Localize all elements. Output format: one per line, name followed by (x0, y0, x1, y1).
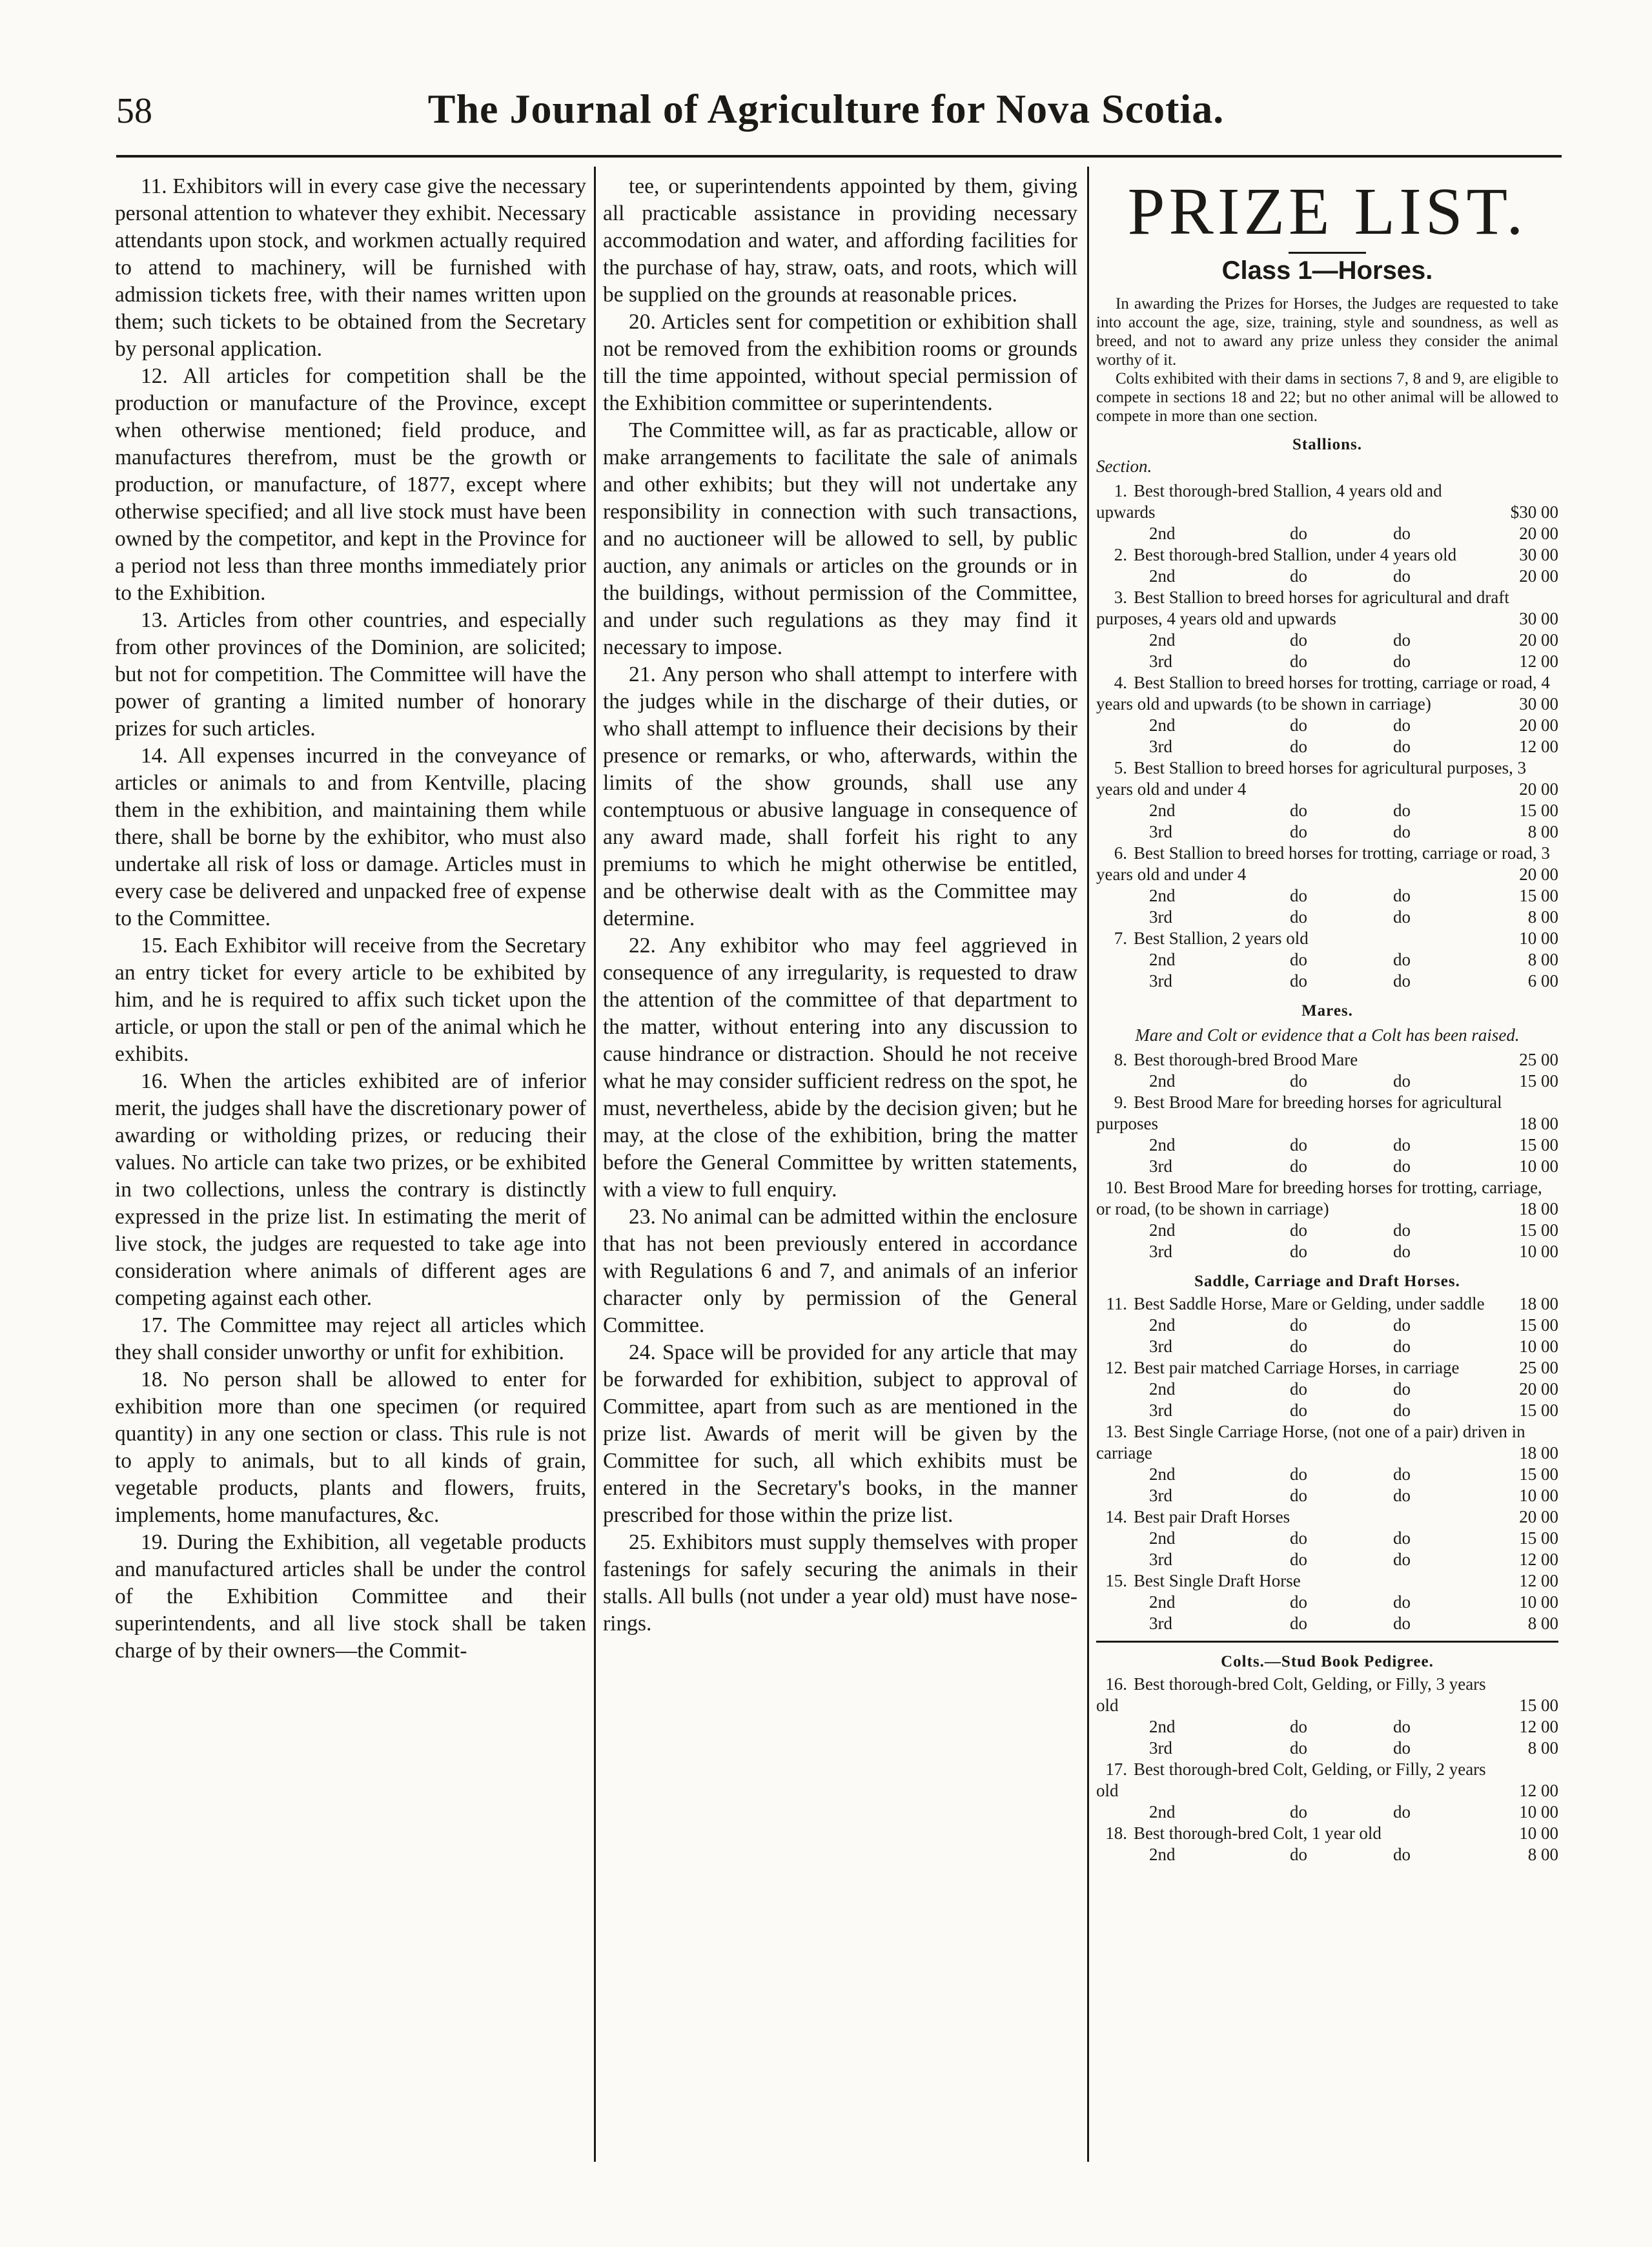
prize-entry (1096, 1293, 1558, 1315)
rank-amount: 10 00 (1519, 1242, 1558, 1261)
prize-rank-row (1096, 651, 1558, 672)
ditto: do (1290, 907, 1307, 927)
prize-entry (1096, 1049, 1558, 1071)
entry-text: Best thorough-bred Stallion, under 4 years old (1134, 545, 1457, 564)
prize-rank-row (1096, 630, 1558, 651)
rank-amount: 12 00 (1519, 737, 1558, 756)
entry-text: Best thorough-bred Colt, Gelding, or Filly, 2 years old (1096, 1760, 1486, 1800)
rank-place: 2nd (1149, 715, 1176, 735)
rule-paragraph: 16. When the articles exhibited are of inferior merit, the judges shall have the discretionary power of awarding or witholding prizes, or reducing their values. No article can take two prizes, or be exhibited in two collections, unless the contrary is distinctly expressed in the prize list. In estimating the merit of live stock, the judges are requested to take age into consideration where animals of different ages are competing against each other. (115, 1069, 586, 1310)
ditto: do (1393, 524, 1411, 543)
ditto: do (1290, 1315, 1307, 1335)
group-heading: Mares. (1301, 1002, 1353, 1020)
entry-amount: 20 00 (1519, 1507, 1558, 1526)
entry-number: 16. (1105, 1674, 1127, 1694)
rule-paragraph: 18. No person shall be allowed to enter for exhibition more than one specimen (or required quantity) in any one section or class. This rule is not to apply to animals, but to all kinds of grain, vegetable products, plants and flowers, fruits, implements, home manufactures, &c. (115, 1368, 586, 1527)
ditto: do (1393, 1550, 1411, 1569)
rank-place: 3rd (1149, 737, 1172, 756)
entry-number: 3. (1114, 588, 1127, 607)
ditto: do (1393, 822, 1411, 841)
prize-entry (1096, 1177, 1558, 1220)
prize-entry (1096, 1759, 1558, 1801)
rule-paragraph: The Committee will, as far as practicable, allow or make arrangements to facilitate the sale of animals and other exhibits; but they will not undertake any responsibility in connection with such transactions, and no auctioneer will be allowed to sell, by public auction, any animals or articles on the grounds or in the buildings, without permission of the Committee, and under such regulations as they may find it necessary to impose. (603, 418, 1077, 659)
rule-paragraph: 17. The Committee may reject all articles which they shall consider unworthy or unfit for exhibition. (115, 1313, 586, 1364)
prize-rank-row (1096, 970, 1558, 992)
prize-entry (1096, 544, 1558, 566)
entry-amount: 18 00 (1519, 1199, 1558, 1218)
entry-amount: 12 00 (1519, 1571, 1558, 1590)
prize-rank-row (1096, 566, 1558, 587)
rank-amount: 10 00 (1519, 1592, 1558, 1612)
prize-entry (1096, 843, 1558, 885)
rank-amount: 8 00 (1527, 1614, 1558, 1633)
prize-entry (1096, 1823, 1558, 1844)
rank-place: 2nd (1149, 566, 1176, 586)
column-divider-1 (594, 167, 596, 2162)
prize-rank-row (1096, 1464, 1558, 1485)
entry-text: Best thorough-bred Colt, Gelding, or Filly, 3 years old (1096, 1674, 1486, 1715)
prize-list-title: PRIZE LIST. (1127, 174, 1527, 249)
rule-paragraph: 14. All expenses incurred in the conveyance of articles or animals to and from Kentville, placing them in the exhibition, and maintaining them while there, shall be borne by the exhibitor, who must also undertake all risk of loss or damage. Articles must in every case be delivered and unpacked free of expense to the Committee. (115, 744, 586, 930)
entry-amount: 18 00 (1519, 1114, 1558, 1133)
entry-number: 10. (1105, 1178, 1127, 1197)
ditto: do (1393, 1486, 1411, 1505)
ditto: do (1393, 1071, 1411, 1091)
entry-amount: 10 00 (1519, 929, 1558, 948)
ditto: do (1393, 1592, 1411, 1612)
entry-number: 15. (1105, 1571, 1127, 1590)
ditto: do (1290, 971, 1307, 990)
rank-amount: 15 00 (1519, 1528, 1558, 1548)
rank-amount: 8 00 (1527, 950, 1558, 969)
ditto: do (1290, 1802, 1307, 1821)
prize-rank-row (1096, 1801, 1558, 1823)
entry-number: 6. (1114, 843, 1127, 863)
ditto: do (1393, 652, 1411, 671)
rank-amount: 10 00 (1519, 1486, 1558, 1505)
ditto: do (1290, 1614, 1307, 1633)
entry-number: 9. (1114, 1093, 1127, 1112)
entry-amount: 18 00 (1519, 1443, 1558, 1462)
rank-amount: 15 00 (1519, 1315, 1558, 1335)
group-heading: Colts.—Stud Book Pedigree. (1221, 1653, 1434, 1670)
rank-amount: 8 00 (1527, 907, 1558, 927)
ditto: do (1393, 1156, 1411, 1176)
prize-rank-row (1096, 1613, 1558, 1634)
ditto: do (1393, 886, 1411, 905)
ditto: do (1290, 1738, 1307, 1758)
prize-entry (1096, 1421, 1558, 1464)
rank-amount: 10 00 (1519, 1337, 1558, 1356)
rank-amount: 20 00 (1519, 630, 1558, 650)
ditto: do (1290, 801, 1307, 820)
rank-place: 2nd (1149, 524, 1176, 543)
prize-entry (1096, 1570, 1558, 1592)
ditto: do (1393, 566, 1411, 586)
rule-paragraph: 22. Any exhibitor who may feel aggrieved in consequence of any irregularity, is requested to draw the attention of the committee of that department to the matter, without entering into any discussion to cause hindrance or distraction. Should he not receive what he may consider sufficient redress on the spot, he must, nevertheless, abide by the decision given; but he may, at the close of the exhibition, bring the matter before the General Committee by written statements, with a view to full enquiry. (603, 934, 1077, 1202)
entry-amount: 30 00 (1519, 609, 1558, 628)
rank-amount: 20 00 (1519, 524, 1558, 543)
rank-amount: 15 00 (1519, 1071, 1558, 1091)
rule-paragraph: 20. Articles sent for competition or exhibition shall not be removed from the exhibition rooms or grounds till the time appointed, without special permission of the Exhibition committee or superintendents. (603, 310, 1077, 415)
rule-paragraph: 13. Articles from other countries, and especially from other provinces of the Dominion, are solicited; but not for competition. The Committee will have the power of granting a limited number of honorary prizes for such articles. (115, 608, 586, 741)
rank-place: 2nd (1149, 1464, 1176, 1484)
rank-amount: 15 00 (1519, 1135, 1558, 1154)
group-heading: Saddle, Carriage and Draft Horses. (1194, 1273, 1460, 1290)
rank-place: 2nd (1149, 801, 1176, 820)
entry-text: Best Stallion to breed horses for trotting, carriage or road, 4 years old and upwards (to be shown in carriage) (1096, 673, 1550, 713)
column-1 (115, 173, 586, 1665)
rule-paragraph: 11. Exhibitors will in every case give the necessary personal attention to whatever they exhibit. Necessary attendants upon stock, and workmen actually required to attend to machinery, will be furnished with admission tickets free, with their names written upon them; such tickets to be obtained from the Secretary by personal application. (115, 174, 586, 361)
prize-rank-row (1096, 1738, 1558, 1759)
entry-text: Best thorough-bred Stallion, 4 years old and upwards (1096, 481, 1442, 522)
column-divider-2 (1087, 167, 1089, 2162)
entry-text: Best pair Draft Horses (1134, 1507, 1290, 1526)
entry-text: Best pair matched Carriage Horses, in carriage (1134, 1358, 1460, 1377)
entry-number: 8. (1114, 1050, 1127, 1069)
rank-place: 3rd (1149, 907, 1172, 927)
prize-entry (1096, 757, 1558, 800)
ditto: do (1290, 1220, 1307, 1240)
rule-paragraph: 12. All articles for competition shall be the production or manufacture of the Province, except when otherwise mentioned; field produce, and manufactures therefrom, must be the growth or production, or manufacture, of 1877, except where otherwise specified; and all live stock must have been owned by the competitor, and kept in the Province for a period not less than three months immediately prior to the Exhibition. (115, 364, 586, 605)
entry-number: 11. (1106, 1294, 1127, 1313)
ditto: do (1290, 1486, 1307, 1505)
prize-rank-row (1096, 1592, 1558, 1613)
ditto: do (1290, 886, 1307, 905)
rank-place: 2nd (1149, 1802, 1176, 1821)
ditto: do (1290, 1845, 1307, 1864)
entry-number: 5. (1114, 758, 1127, 777)
rank-place: 2nd (1149, 1135, 1176, 1154)
prize-entry (1096, 672, 1558, 715)
rule-paragraph: tee, or superintendents appointed by them, giving all practicable assistance in providing necessary accommodation and water, and affording facilities for the purchase of hay, straw, oats, and roots, which will be supplied on the grounds at reasonable prices. (603, 174, 1077, 307)
rule-paragraph: 21. Any person who shall attempt to interfere with the judges while in the discharge of their duties, or who shall attempt to influence their decisions by their presence or remarks, or who, afterwards, within the limits of the show grounds, shall use any contemptuous or abusive language in consequence of any award made, shall forfeit his right to any premiums to which he might otherwise be entitled, and be otherwise dealt with as the Committee may determine. (603, 662, 1077, 930)
ditto: do (1290, 524, 1307, 543)
rank-place: 2nd (1149, 1845, 1176, 1864)
entry-amount: 30 00 (1519, 694, 1558, 713)
ditto: do (1290, 1379, 1307, 1399)
prize-entry (1096, 1674, 1558, 1716)
header-rule (116, 155, 1562, 158)
rule-paragraph: 23. No animal can be admitted within the enclosure that has not been previously entered in accordance with Regulations 6 and 7, and animals of an inferior character only by permission of the General Committee. (603, 1205, 1077, 1337)
rank-amount: 10 00 (1519, 1802, 1558, 1821)
entry-text: Best Single Carriage Horse, (not one of a pair) driven in carriage (1096, 1422, 1525, 1462)
entry-amount: $30 00 (1510, 502, 1558, 522)
rank-place: 2nd (1149, 950, 1176, 969)
entry-text: Best thorough-bred Colt, 1 year old (1134, 1823, 1382, 1843)
column-2 (603, 173, 1077, 1637)
entry-text: Best Stallion, 2 years old (1134, 929, 1309, 948)
ditto: do (1393, 950, 1411, 969)
ditto: do (1393, 1845, 1411, 1864)
rank-place: 3rd (1149, 652, 1172, 671)
entry-number: 1. (1114, 481, 1127, 500)
prize-entry (1096, 587, 1558, 630)
rule-paragraph: 25. Exhibitors must supply themselves with proper fastenings for safely securing the animals in their stalls. All bulls (not under a year old) must have nose-rings. (603, 1530, 1077, 1636)
entry-number: 7. (1114, 929, 1127, 948)
prize-rank-row (1096, 1241, 1558, 1262)
entry-text: Best Stallion to breed horses for agricultural and draft purposes, 4 years old and upwards (1096, 588, 1509, 628)
prize-entry (1096, 928, 1558, 949)
prize-rank-row (1096, 800, 1558, 821)
prize-rank-row (1096, 1844, 1558, 1865)
prize-rank-row (1096, 1716, 1558, 1738)
entry-text: Best Stallion to breed horses for agricultural purposes, 3 years old and under 4 (1096, 758, 1527, 799)
rank-place: 3rd (1149, 1486, 1172, 1505)
rank-amount: 15 00 (1519, 886, 1558, 905)
ditto: do (1393, 801, 1411, 820)
rank-place: 3rd (1149, 1337, 1172, 1356)
ditto: do (1393, 971, 1411, 990)
ditto: do (1393, 1528, 1411, 1548)
rank-place: 3rd (1149, 1550, 1172, 1569)
prize-rank-row (1096, 1134, 1558, 1156)
ditto: do (1290, 1717, 1307, 1736)
ditto: do (1393, 1401, 1411, 1420)
entry-number: 13. (1105, 1422, 1127, 1441)
entry-text: Best Stallion to breed horses for trotting, carriage or road, 3 years old and under 4 (1096, 843, 1550, 884)
rank-place: 3rd (1149, 1401, 1172, 1420)
prize-rank-row (1096, 907, 1558, 928)
ditto: do (1393, 1135, 1411, 1154)
entry-amount: 25 00 (1519, 1358, 1558, 1377)
entry-number: 18. (1105, 1823, 1127, 1843)
page-number: 58 (116, 91, 152, 131)
entry-amount: 20 00 (1519, 865, 1558, 884)
group-heading: Stallions. (1292, 436, 1362, 453)
ditto: do (1290, 652, 1307, 671)
entry-text: Best Single Draft Horse (1134, 1571, 1301, 1590)
ditto: do (1393, 1337, 1411, 1356)
title-rule (1289, 252, 1366, 254)
rank-amount: 15 00 (1519, 1401, 1558, 1420)
intro-paragraph: Colts exhibited with their dams in sections 7, 8 and 9, are eligible to compete in sections 18 and 22; but no other animal will be allowed to compete in more than one section. (1096, 370, 1558, 425)
prize-rank-row (1096, 1400, 1558, 1421)
ditto: do (1290, 1242, 1307, 1261)
rank-place: 3rd (1149, 822, 1172, 841)
ditto: do (1290, 715, 1307, 735)
prize-rank-row (1096, 523, 1558, 544)
entry-amount: 25 00 (1519, 1050, 1558, 1069)
rank-place: 2nd (1149, 1379, 1176, 1399)
ditto: do (1290, 630, 1307, 650)
rank-place: 3rd (1149, 1156, 1172, 1176)
ditto: do (1290, 1550, 1307, 1569)
prize-rank-row (1096, 885, 1558, 907)
rule-paragraph: 19. During the Exhibition, all vegetable products and manufactured articles shall be under the control of the Exhibition Committee and their superintendents, and all live stock shall be taken charge of by their owners—the Commit- (115, 1530, 586, 1663)
ditto: do (1393, 1464, 1411, 1484)
entry-text: Best Saddle Horse, Mare or Gelding, under saddle (1134, 1294, 1485, 1313)
prize-rank-row (1096, 949, 1558, 970)
rank-place: 2nd (1149, 1315, 1176, 1335)
section-label: Section. (1096, 457, 1152, 476)
ditto: do (1393, 1242, 1411, 1261)
ditto: do (1290, 1528, 1307, 1548)
ditto: do (1290, 1337, 1307, 1356)
rank-amount: 8 00 (1527, 822, 1558, 841)
rank-amount: 8 00 (1527, 1845, 1558, 1864)
rank-place: 2nd (1149, 886, 1176, 905)
entry-number: 12. (1105, 1358, 1127, 1377)
ditto: do (1393, 1379, 1411, 1399)
entry-number: 4. (1114, 673, 1127, 692)
rule-paragraph: 15. Each Exhibitor will receive from the Secretary an entry ticket for every article to be exhibited by him, and he is required to affix such ticket upon the article, or upon the stall or pen of the animal which he exhibits. (115, 934, 586, 1066)
entry-amount: 12 00 (1519, 1781, 1558, 1800)
ditto: do (1290, 822, 1307, 841)
rank-amount: 12 00 (1519, 1550, 1558, 1569)
ditto: do (1393, 1802, 1411, 1821)
prize-rank-row (1096, 821, 1558, 843)
rank-amount: 8 00 (1527, 1738, 1558, 1758)
ditto: do (1393, 1220, 1411, 1240)
ditto: do (1393, 715, 1411, 735)
prize-entry (1096, 1357, 1558, 1379)
rank-place: 3rd (1149, 1242, 1172, 1261)
ditto: do (1393, 630, 1411, 650)
group-note: Mare and Colt or evidence that a Colt has been raised. (1135, 1025, 1520, 1045)
prize-rank-row (1096, 1315, 1558, 1336)
intro-paragraph: In awarding the Prizes for Horses, the Judges are requested to take into account the age, size, training, style and soundness, as well as breed, and not to award any prize unless they consider the animal worthy of it. (1096, 295, 1558, 369)
class-title: Class 1—Horses. (1221, 256, 1433, 285)
prize-rank-row (1096, 715, 1558, 736)
ditto: do (1290, 1401, 1307, 1420)
prize-rank-row (1096, 1379, 1558, 1400)
ditto: do (1290, 1592, 1307, 1612)
entry-text: Best Brood Mare for breeding horses for agricultural purposes (1096, 1093, 1502, 1133)
ditto: do (1393, 1614, 1411, 1633)
rank-place: 3rd (1149, 1614, 1172, 1633)
prize-rank-row (1096, 1220, 1558, 1241)
ditto: do (1393, 1717, 1411, 1736)
rank-place: 2nd (1149, 1071, 1176, 1091)
rule-paragraph: 24. Space will be provided for any article that may be forwarded for exhibition, subject to approval of Committee, apart from such as are mentioned in the prize list. Awards of merit will be given by the Committee for such, all which exhibits must be entered in the Secretary's books, in the manner prescribed for those within the prize list. (603, 1340, 1077, 1527)
rank-place: 2nd (1149, 1592, 1176, 1612)
rank-place: 2nd (1149, 1717, 1176, 1736)
rank-amount: 15 00 (1519, 1220, 1558, 1240)
rank-amount: 15 00 (1519, 801, 1558, 820)
ditto: do (1290, 1464, 1307, 1484)
entry-number: 17. (1105, 1760, 1127, 1779)
prize-rank-row (1096, 1549, 1558, 1570)
section-rule (1096, 1641, 1558, 1643)
ditto: do (1290, 1135, 1307, 1154)
entry-amount: 10 00 (1519, 1823, 1558, 1843)
entry-amount: 15 00 (1519, 1696, 1558, 1715)
rank-amount: 20 00 (1519, 1379, 1558, 1399)
rank-amount: 12 00 (1519, 652, 1558, 671)
ditto: do (1393, 1315, 1411, 1335)
rank-place: 3rd (1149, 971, 1172, 990)
rank-amount: 20 00 (1519, 566, 1558, 586)
ditto: do (1290, 1071, 1307, 1091)
prize-entry (1096, 480, 1558, 523)
rank-amount: 15 00 (1519, 1464, 1558, 1484)
entry-amount: 20 00 (1519, 779, 1558, 799)
entry-text: Best thorough-bred Brood Mare (1134, 1050, 1358, 1069)
entry-text: Best Brood Mare for breeding horses for trotting, carriage, or road, (to be shown in carriage) (1096, 1178, 1542, 1218)
prize-rank-row (1096, 1336, 1558, 1357)
prize-entry (1096, 1092, 1558, 1134)
prize-rank-row (1096, 1528, 1558, 1549)
prize-list-column (1096, 173, 1558, 1865)
prize-entry (1096, 1506, 1558, 1528)
entry-amount: 18 00 (1519, 1294, 1558, 1313)
ditto: do (1393, 737, 1411, 756)
ditto: do (1290, 1156, 1307, 1176)
rank-amount: 6 00 (1527, 971, 1558, 990)
entry-amount: 30 00 (1519, 545, 1558, 564)
running-title: The Journal of Agriculture for Nova Scotia. (427, 86, 1225, 132)
rank-place: 2nd (1149, 1528, 1176, 1548)
rank-amount: 10 00 (1519, 1156, 1558, 1176)
ditto: do (1290, 566, 1307, 586)
entry-number: 14. (1105, 1507, 1127, 1526)
prize-rank-row (1096, 736, 1558, 757)
rank-amount: 12 00 (1519, 1717, 1558, 1736)
rank-amount: 20 00 (1519, 715, 1558, 735)
ditto: do (1290, 737, 1307, 756)
prize-rank-row (1096, 1156, 1558, 1177)
entry-number: 2. (1114, 545, 1127, 564)
rank-place: 2nd (1149, 630, 1176, 650)
prize-rank-row (1096, 1485, 1558, 1506)
ditto: do (1290, 950, 1307, 969)
rank-place: 3rd (1149, 1738, 1172, 1758)
ditto: do (1393, 907, 1411, 927)
ditto: do (1393, 1738, 1411, 1758)
rank-place: 2nd (1149, 1220, 1176, 1240)
prize-rank-row (1096, 1071, 1558, 1092)
